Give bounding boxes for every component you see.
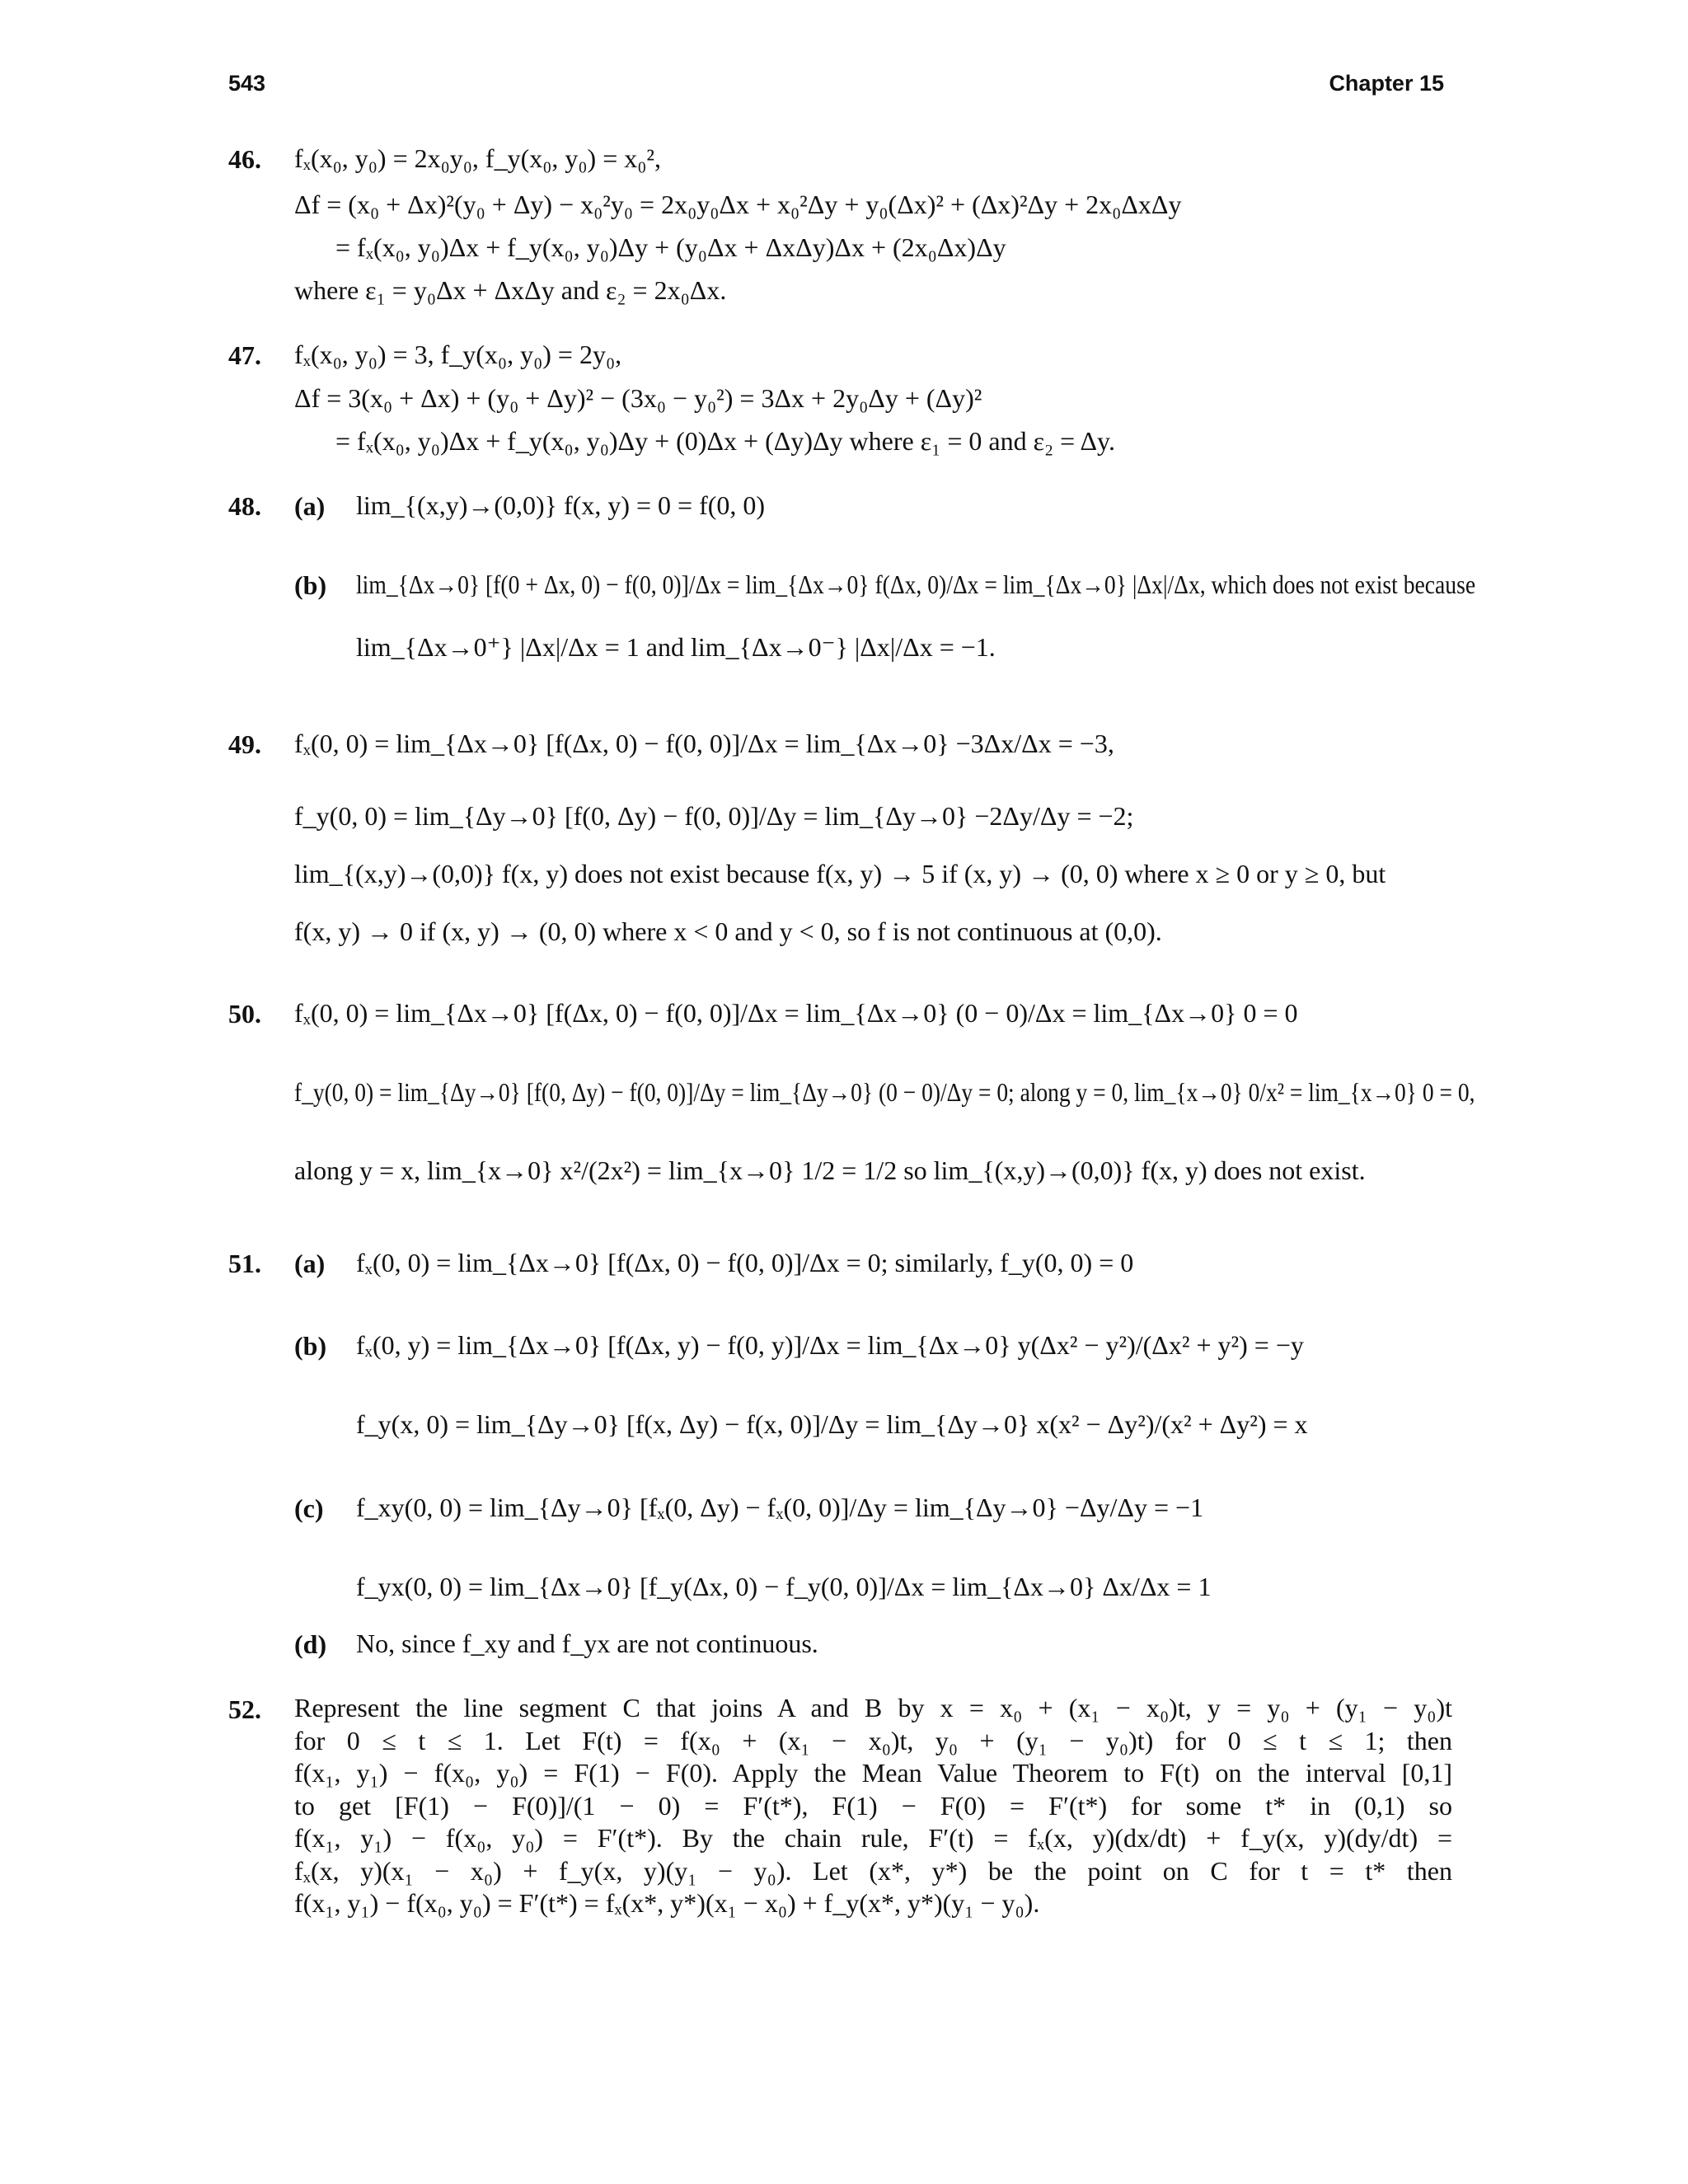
- part-label: (d): [294, 1629, 327, 1659]
- paragraph-line: fₓ(x, y)(x₁ − x₀) + f_y(x, y)(y₁ − y₀). Let (x*, y*) be the point on C for t = t* then: [294, 1855, 1452, 1886]
- problem-number: 46.: [228, 144, 261, 174]
- equation-line: = fₓ(x₀, y₀)Δx + f_y(x₀, y₀)Δy + (y₀Δx + ΔxΔy)Δx + (2x₀Δx)Δy: [335, 232, 1006, 262]
- paragraph-line: f(x₁, y₁) − f(x₀, y₀) = F(1) − F(0). Apply the Mean Value Theorem to F(t) on the interval [0,1]: [294, 1758, 1452, 1788]
- problem-number: 49.: [228, 729, 261, 759]
- problem-number: 50.: [228, 999, 261, 1029]
- text-line: f(x, y) → 0 if (x, y) → (0, 0) where x < 0 and y < 0, so f is not continuous at (0,0).: [294, 916, 1162, 946]
- equation-line: Δf = 3(x₀ + Δx) + (y₀ + Δy)² − (3x₀ − y₀²) = 3Δx + 2y₀Δy + (Δy)²: [294, 383, 982, 413]
- equation-line: lim_{(x,y)→(0,0)} f(x, y) = 0 = f(0, 0): [356, 490, 766, 520]
- part-label: (b): [294, 570, 327, 600]
- equation-line: f_yx(0, 0) = lim_{Δx→0} [f_y(Δx, 0) − f_y(0, 0)]/Δx = lim_{Δx→0} Δx/Δx = 1: [356, 1572, 1212, 1601]
- part-label: (a): [294, 491, 326, 521]
- problem-number: 51.: [228, 1249, 261, 1278]
- paragraph-line: f(x₁, y₁) − f(x₀, y₀) = F′(t*). By the chain rule, F′(t) = fₓ(x, y)(dx/dt) + f_y(x, y)(dy/dt) =: [294, 1823, 1452, 1853]
- text-line: where ε₁ = y₀Δx + ΔxΔy and ε₂ = 2x₀Δx.: [294, 275, 727, 305]
- equation-line: fₓ(0, y) = lim_{Δx→0} [f(Δx, y) − f(0, y)]/Δx = lim_{Δx→0} y(Δx² − y²)/(Δx² + y²) = −y: [356, 1330, 1304, 1360]
- equation-line: fₓ(x₀, y₀) = 2x₀y₀, f_y(x₀, y₀) = x₀²,: [294, 143, 661, 173]
- equation-line: f_y(x, 0) = lim_{Δy→0} [f(x, Δy) − f(x, 0)]/Δy = lim_{Δy→0} x(x² − Δy²)/(x² + Δy²) = x: [356, 1409, 1308, 1439]
- equation-line: f_y(0, 0) = lim_{Δy→0} [f(0, Δy) − f(0, 0)]/Δy = lim_{Δy→0} −2Δy/Δy = −2;: [294, 801, 1134, 831]
- part-label: (b): [294, 1331, 327, 1361]
- equation-line: fₓ(x₀, y₀) = 3, f_y(x₀, y₀) = 2y₀,: [294, 340, 622, 369]
- paragraph-line: f(x₁, y₁) − f(x₀, y₀) = F′(t*) = fₓ(x*, y*)(x₁ − x₀) + f_y(x*, y*)(y₁ − y₀).: [294, 1888, 1040, 1918]
- equation-line: Δf = (x₀ + Δx)²(y₀ + Δy) − x₀²y₀ = 2x₀y₀Δx + x₀²Δy + y₀(Δx)² + (Δx)²Δy + 2x₀ΔxΔy: [294, 190, 1182, 219]
- paragraph-line: to get [F(1) − F(0)]/(1 − 0) = F′(t*), F(1) − F(0) = F′(t*) for some t* in (0,1) so: [294, 1790, 1452, 1821]
- equation-line: lim_{(x,y)→(0,0)} f(x, y) does not exist because f(x, y) → 5 if (x, y) → (0, 0) where x ≥ 0 or y ≥ 0, but: [294, 859, 1386, 888]
- paragraph: [294, 1692, 1452, 1920]
- equation-line: f_y(0, 0) = lim_{Δy→0} [f(0, Δy) − f(0, 0)]/Δy = lim_{Δy→0} (0 − 0)/Δy = 0; along y = 0, lim_{x→0} 0/x² = lim_{x→0} 0 = 0,: [294, 1077, 1475, 1107]
- problem-number: 47.: [228, 340, 261, 370]
- equation-line: lim_{Δx→0⁺} |Δx|/Δx = 1 and lim_{Δx→0⁻} |Δx|/Δx = −1.: [356, 632, 996, 662]
- part-label: (c): [294, 1493, 324, 1523]
- equation-line: fₓ(0, 0) = lim_{Δx→0} [f(Δx, 0) − f(0, 0)]/Δx = 0; similarly, f_y(0, 0) = 0: [356, 1248, 1134, 1277]
- equation-line: = fₓ(x₀, y₀)Δx + f_y(x₀, y₀)Δy + (0)Δx + (Δy)Δy where ε₁ = 0 and ε₂ = Δy.: [335, 426, 1115, 456]
- text-line: No, since f_xy and f_yx are not continuous.: [356, 1629, 818, 1658]
- problem-number: 48.: [228, 491, 261, 521]
- part-label: (a): [294, 1249, 326, 1278]
- paragraph-line: Represent the line segment C that joins A and B by x = x₀ + (x₁ − x₀)t, y = y₀ + (y₁ − y₀)t: [294, 1693, 1452, 1722]
- page-number: 543: [228, 71, 266, 96]
- equation-line: fₓ(0, 0) = lim_{Δx→0} [f(Δx, 0) − f(0, 0)]/Δx = lim_{Δx→0} (0 − 0)/Δx = lim_{Δx→0} 0 = 0: [294, 998, 1298, 1028]
- equation-line: f_xy(0, 0) = lim_{Δy→0} [fₓ(0, Δy) − fₓ(0, 0)]/Δy = lim_{Δy→0} −Δy/Δy = −1: [356, 1493, 1204, 1522]
- equation-line: fₓ(0, 0) = lim_{Δx→0} [f(Δx, 0) − f(0, 0)]/Δx = lim_{Δx→0} −3Δx/Δx = −3,: [294, 729, 1114, 758]
- problem-number: 52.: [228, 1694, 261, 1724]
- equation-line: lim_{Δx→0} [f(0 + Δx, 0) − f(0, 0)]/Δx = lim_{Δx→0} f(Δx, 0)/Δx = lim_{Δx→0} |Δx|/Δx, which does not exist because: [356, 569, 1476, 599]
- equation-line: along y = x, lim_{x→0} x²/(2x²) = lim_{x→0} 1/2 = 1/2 so lim_{(x,y)→(0,0)} f(x, y) does not exist.: [294, 1155, 1366, 1185]
- chapter-title: Chapter 15: [1329, 71, 1444, 96]
- paragraph-line: for 0 ≤ t ≤ 1. Let F(t) = f(x₀ + (x₁ − x₀)t, y₀ + (y₁ − y₀)t) for 0 ≤ t ≤ 1; then: [294, 1725, 1452, 1755]
